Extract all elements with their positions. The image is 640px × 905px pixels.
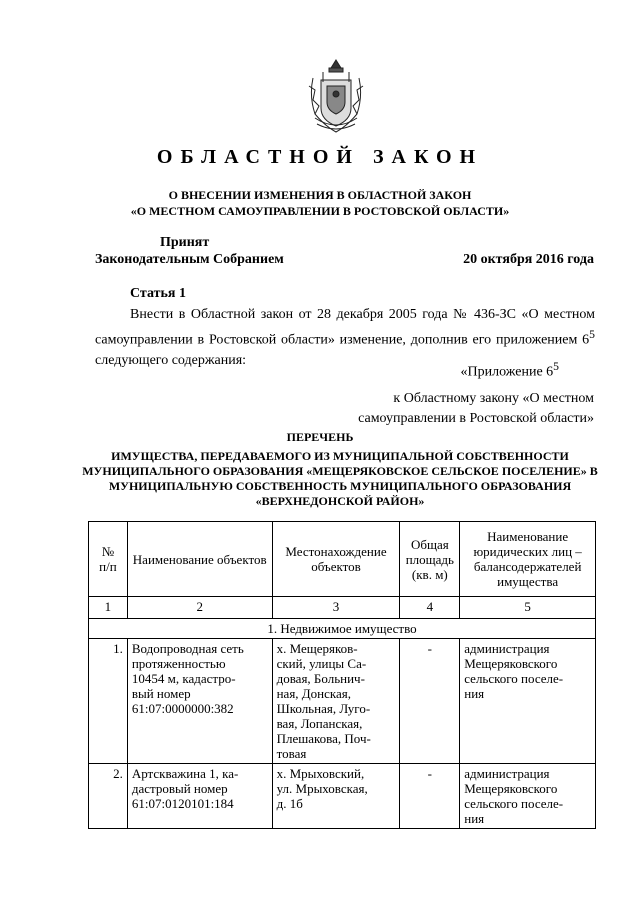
- article-text-part: Внести в Областной закон от 28 декабря 2005 года № 436-ЗС «О местном самоуправлении в Ростовской области» изменение, дополнив его приложением 6: [95, 307, 595, 348]
- list-title: ПЕРЕЧЕНЬ: [286, 430, 354, 444]
- row-holder: администрация Мещеряковского сельского поселе- ния: [460, 764, 596, 829]
- article-title: Статья 1: [130, 286, 186, 301]
- adoption-date: 20 октября 2016 года: [463, 252, 594, 267]
- row-holder: администрация Мещеряковского сельского поселе- ния: [460, 639, 596, 764]
- property-table: [88, 521, 596, 829]
- appendix-line: самоуправлении в Ростовской области»: [358, 410, 594, 426]
- appendix-line: к Областному закону «О местном: [393, 390, 594, 406]
- column-number: 4: [400, 597, 460, 619]
- law-subtitle-line: «О МЕСТНОМ САМОУПРАВЛЕНИИ В РОСТОВСКОЙ ОБЛАСТИ»: [130, 204, 510, 218]
- law-title: ОБЛАСТНОЙ ЗАКОН: [156, 146, 484, 168]
- appendix-title: [294, 357, 559, 383]
- appendix-title-sup: 5: [553, 360, 559, 373]
- row-name: Артскважина 1, ка- дастровый номер 61:07:0120101:184: [127, 764, 272, 829]
- header-location: Местонахождение объектов: [272, 522, 400, 597]
- header-holder: Наименование юридических лиц – балансодержателей имущества: [460, 522, 596, 597]
- column-number: 1: [89, 597, 128, 619]
- table-row: [89, 639, 596, 764]
- column-number: 5: [460, 597, 596, 619]
- table-section-row: [89, 619, 596, 639]
- appendix-title-text: «Приложение 6: [460, 364, 554, 380]
- table-header-row: [89, 522, 596, 597]
- appendix-header: [294, 357, 594, 429]
- header-name: Наименование объектов: [127, 522, 272, 597]
- assembly-label: Законодательным Собранием: [95, 252, 284, 267]
- accepted-label: Принят: [160, 235, 210, 250]
- row-location: х. Мрыховский, ул. Мрыховская, д. 1б: [272, 764, 400, 829]
- article-text-part: следующего содержания:: [95, 352, 247, 368]
- coat-of-arms-emblem: [305, 56, 367, 138]
- law-subtitle-line: О ВНЕСЕНИИ ИЗМЕНЕНИЯ В ОБЛАСТНОЙ ЗАКОН: [168, 188, 472, 202]
- article-text-sup: 5: [589, 328, 595, 341]
- table-row: [89, 764, 596, 829]
- section-title: 1. Недвижимое имущество: [89, 619, 596, 639]
- law-subtitle: [0, 187, 640, 219]
- row-no: 2.: [89, 764, 128, 829]
- row-area: -: [400, 764, 460, 829]
- column-number: 2: [127, 597, 272, 619]
- row-area: -: [400, 639, 460, 764]
- row-name: Водопроводная сеть протяженностью 10454 м, кадастро- вый номер 61:07:0000000:382: [127, 639, 272, 764]
- column-number: 3: [272, 597, 400, 619]
- row-location: х. Мещеряков- ский, улицы Са- довая, Больнич- ная, Донская, Школьная, Луго- вая, Лопанская, Плешакова, Поч- товая: [272, 639, 400, 764]
- list-subtitle: ИМУЩЕСТВА, ПЕРЕДАВАЕМОГО ИЗ МУНИЦИПАЛЬНОЙ СОБСТВЕННОСТИ МУНИЦИПАЛЬНОГО ОБРАЗОВАНИЯ «МЕЩЕРЯКОВСКОЕ СЕЛЬСКОЕ ПОСЕЛЕНИЕ» В МУНИЦИПАЛЬНУЮ СОБСТВЕННОСТЬ МУНИЦИПАЛЬНОГО ОБРАЗОВАНИЯ «ВЕРХНЕДОНСКОЙ РАЙОН»: [82, 449, 598, 508]
- header-no: № п/п: [89, 522, 128, 597]
- row-no: 1.: [89, 639, 128, 764]
- table-number-row: [89, 597, 596, 619]
- header-area: Общая площадь (кв. м): [400, 522, 460, 597]
